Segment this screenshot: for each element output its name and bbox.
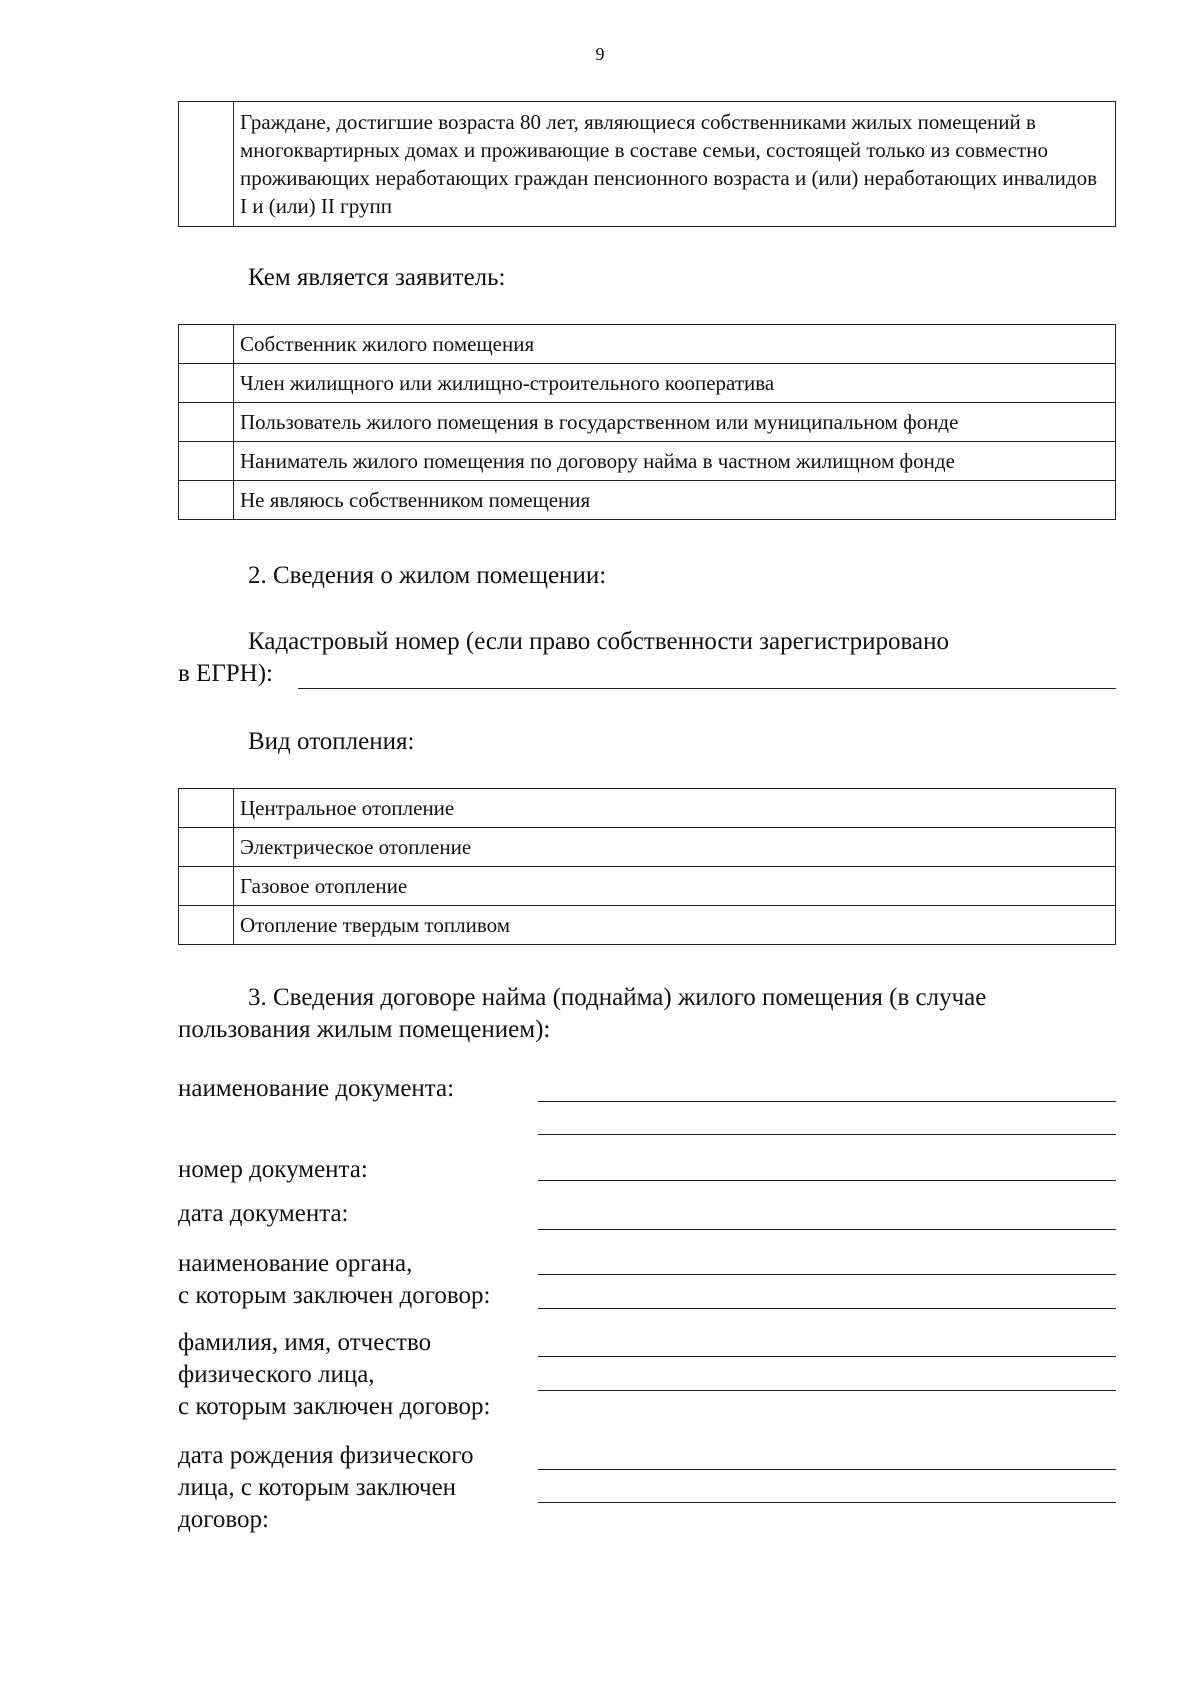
doc-number-field[interactable] — [538, 1180, 1116, 1181]
checkbox-cell[interactable] — [179, 442, 234, 481]
person-name-label: фамилия, имя, отчество — [178, 1329, 432, 1356]
table-row — [179, 828, 1116, 867]
table-row — [179, 325, 1116, 364]
person-name-field[interactable] — [538, 1356, 1116, 1357]
category-text: Граждане, достигшие возраста 80 лет, являющиеся собственниками жилых помещений в многоквартирных домах и проживающие в составе семьи, состоящей только из совместно проживающих неработающих граждан пенсионного возраста и (или) неработающих инвалидов I и (или) II групп — [234, 102, 1116, 227]
heating-options-table — [178, 788, 1116, 945]
checkbox-cell[interactable] — [179, 789, 234, 828]
doc-name-label: наименование документа: — [178, 1075, 455, 1102]
cadastral-label-cont: в ЕГРН): — [178, 660, 274, 687]
table-row — [179, 906, 1116, 945]
option-label: Не являюсь собственником помещения — [234, 481, 1116, 520]
option-label: Газовое отопление — [234, 867, 1116, 906]
table-row — [179, 403, 1116, 442]
org-name-label: наименование органа, — [178, 1250, 413, 1277]
checkbox-cell[interactable] — [179, 906, 234, 945]
checkbox-cell[interactable] — [179, 364, 234, 403]
section3-heading: 3. Сведения договоре найма (поднайма) жилого помещения (в случае — [248, 984, 987, 1011]
cadastral-label: Кадастровый номер (если право собственности зарегистрировано — [248, 628, 949, 655]
doc-name-field-2[interactable] — [538, 1134, 1116, 1135]
heating-heading: Вид отопления: — [248, 728, 415, 755]
doc-name-field[interactable] — [538, 1101, 1116, 1102]
org-name-field[interactable] — [538, 1274, 1116, 1275]
table-row — [179, 867, 1116, 906]
person-birth-label-cont2: договор: — [178, 1506, 269, 1533]
checkbox-cell[interactable] — [179, 102, 234, 227]
section2-heading: 2. Сведения о жилом помещении: — [248, 562, 607, 589]
person-birth-field[interactable] — [538, 1469, 1116, 1470]
checkbox-cell[interactable] — [179, 325, 234, 364]
doc-number-label: номер документа: — [178, 1156, 368, 1183]
table-row — [179, 442, 1116, 481]
cadastral-number-field[interactable] — [298, 688, 1116, 689]
applicant-options-table — [178, 324, 1116, 520]
option-label: Электрическое отопление — [234, 828, 1116, 867]
person-name-field-2[interactable] — [538, 1390, 1116, 1391]
option-label: Отопление твердым топливом — [234, 906, 1116, 945]
page-number: 9 — [595, 44, 605, 64]
person-birth-label-cont: лица, с которым заключен — [178, 1474, 457, 1501]
table-row — [179, 789, 1116, 828]
doc-date-field[interactable] — [538, 1229, 1116, 1230]
person-name-label-cont2: с которым заключен договор: — [178, 1393, 491, 1420]
table-row — [179, 481, 1116, 520]
section3-heading-cont: пользования жилым помещением): — [178, 1016, 551, 1043]
checkbox-cell[interactable] — [179, 481, 234, 520]
doc-date-label: дата документа: — [178, 1200, 349, 1227]
option-label: Наниматель жилого помещения по договору найма в частном жилищном фонде — [234, 442, 1116, 481]
option-label: Центральное отопление — [234, 789, 1116, 828]
person-birth-field-2[interactable] — [538, 1502, 1116, 1503]
table-row — [179, 102, 1116, 227]
checkbox-cell[interactable] — [179, 828, 234, 867]
option-label: Собственник жилого помещения — [234, 325, 1116, 364]
person-birth-label: дата рождения физического — [178, 1442, 474, 1469]
table-row — [179, 364, 1116, 403]
checkbox-cell[interactable] — [179, 867, 234, 906]
org-name-field-2[interactable] — [538, 1308, 1116, 1309]
checkbox-cell[interactable] — [179, 403, 234, 442]
beneficiary-category-table — [178, 101, 1116, 227]
applicant-heading: Кем является заявитель: — [248, 264, 506, 291]
option-label: Член жилищного или жилищно-строительного кооператива — [234, 364, 1116, 403]
option-label: Пользователь жилого помещения в государственном или муниципальном фонде — [234, 403, 1116, 442]
org-name-label-cont: с которым заключен договор: — [178, 1282, 491, 1309]
person-name-label-cont: физического лица, — [178, 1361, 375, 1388]
